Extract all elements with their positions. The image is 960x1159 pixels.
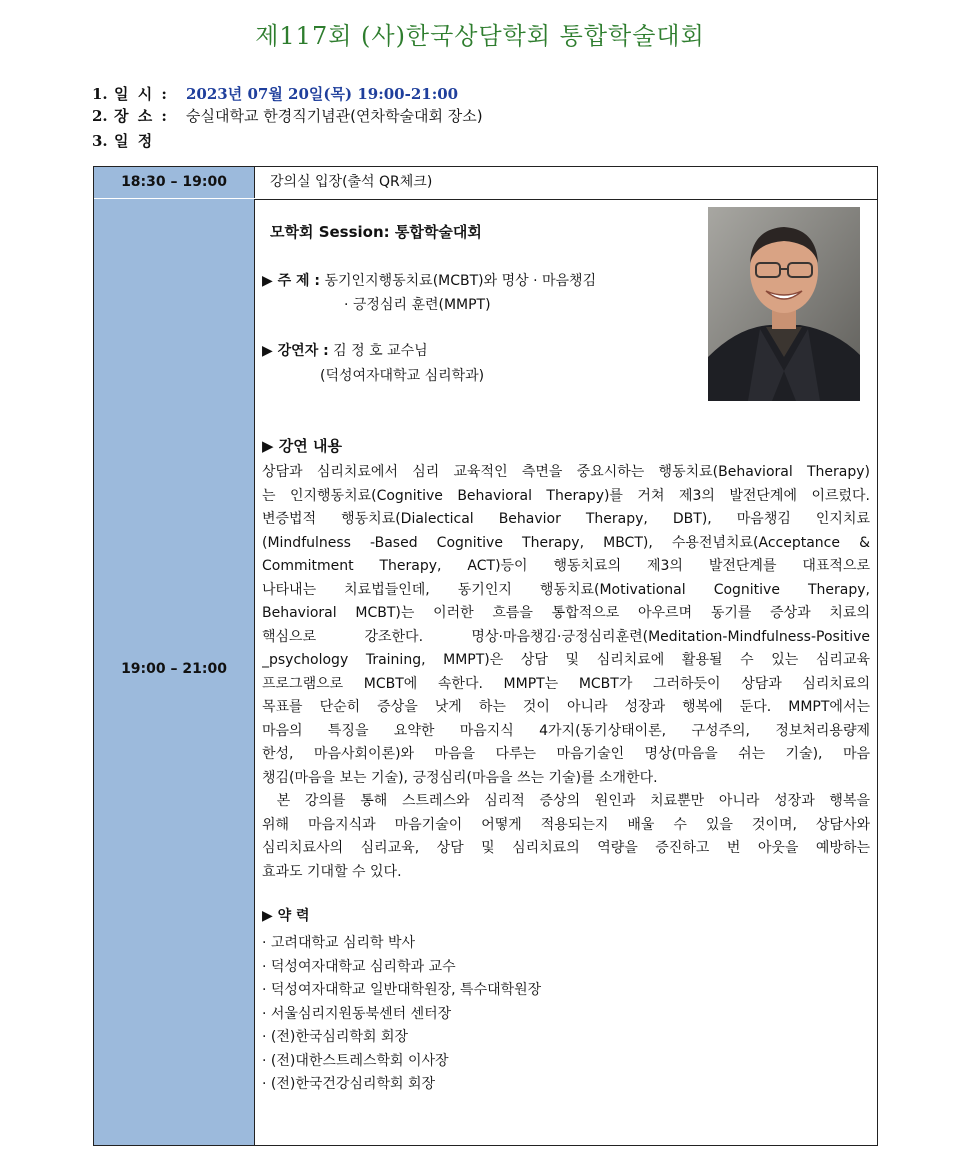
lecture-line: 한성, 마음사회이론)와 마음을 다루는 마음기술인 명상(마음을 쉬는 기술), 마음 — [262, 746, 870, 762]
info-num: 1. — [92, 85, 108, 103]
lecture-line: 챙김(마음을 보는 기술), 긍정심리(마음을 쓰는 기술)를 소개한다. — [262, 769, 658, 786]
speaker-photo — [708, 207, 860, 401]
row-text: 강의실 입장(출석 QR체크) — [270, 174, 433, 190]
list-item: · 덕성여자대학교 일반대학원장, 특수대학원장 — [262, 982, 542, 998]
lecture-line: (Mindfulness -Based Cognitive Therapy, MBCT), 수용전념치료(Acceptance & — [262, 534, 870, 551]
lecture-line: _psychology Training, MMPT)은 상담 및 심리치료에 활용될 수 있는 심리교육 — [262, 652, 870, 668]
lecture-line: 는 인지행동치료(Cognitive Behavioral Therapy)를 거쳐 제3의 발전단계에 이르렀다. — [262, 487, 870, 504]
list-item: · 고려대학교 심리학 박사 — [262, 935, 416, 951]
list-item: · 덕성여자대학교 심리학과 교수 — [262, 958, 456, 975]
speaker-name: 김 정 호 교수님 — [333, 343, 428, 359]
topic-label: ▶ 주 제 : — [262, 273, 321, 289]
topic — [262, 269, 596, 293]
time-label: 19:00 – 21:00 — [121, 661, 227, 677]
time-cell — [94, 199, 255, 1145]
list-item: · (전)대한스트레스학회 이사장 — [262, 1052, 449, 1069]
info-date-value: 2023년 07월 20일(목) 19:00-21:00 — [186, 85, 459, 103]
lecture-line: 변증법적 행동치료(Dialectical Behavior Therapy, DBT), 마음챙김 인지치료 — [262, 511, 870, 527]
lecture-line: 목표를 단순히 증상을 낫게 하는 것이 아니라 성장과 행복에 둔다. MMPT에서는 — [262, 699, 870, 715]
lecture-line: 나타내는 치료법들인데, 동기인지 행동치료(Motivational Cognitive Therapy, — [262, 581, 870, 598]
lecture-text — [262, 461, 870, 884]
time-cell: 18:30 – 19:00 — [94, 167, 255, 198]
lecture-line: 프로그램으로 MCBT에 속한다. MMPT는 MCBT가 그러하듯이 상담과 심리치료의 — [262, 675, 870, 692]
lecture-line: 심리치료사의 심리교육, 상담 및 심리치료의 역량을 증진하고 번 아웃을 예방하는 — [262, 840, 870, 856]
lecture-line: 상담과 심리치료에서 심리 교육적인 측면을 중요시하는 행동치료(Behavioral Therapy) — [262, 464, 870, 480]
page-title: 제117회 (사)한국상담학회 통합학술대회 — [255, 22, 705, 50]
info-num: 2. — [92, 107, 108, 125]
info-date — [92, 83, 458, 105]
speaker-label: ▶ 강연자 : — [262, 343, 329, 359]
info-schedule — [92, 130, 164, 152]
lecture-line: Commitment Therapy, ACT)등이 행동치료의 제3의 발전단계를 대표적으로 — [262, 558, 870, 574]
lecture-line: 효과도 기대할 수 있다. — [262, 863, 402, 880]
list-item: · 서울심리지원동북센터 센터장 — [262, 1005, 452, 1022]
lecture-line: 마음의 특징을 요약한 마음지식 4가지(동기상태이론, 구성주의, 정보처리용량제 — [262, 722, 870, 739]
session-title: 모학회 Session: 통합학술대회 — [270, 223, 482, 241]
list-item: · (전)한국건강심리학회 회장 — [262, 1076, 436, 1092]
lecture-line: 핵심으로 강조한다. 명상·마음챙김·긍정심리훈련(Meditation-Mindfulness-Positive — [262, 628, 870, 645]
lecture-line: Behavioral MCBT)는 이러한 흐름을 통합적으로 아우르며 동기를 증상과 치료의 — [262, 605, 870, 621]
lecture-line: 위해 마음지식과 마음기술이 어떻게 적용되는지 배울 수 있을 것이며, 상담사와 — [262, 816, 870, 833]
topic-text-cont: · 긍정심리 훈련(MMPT) — [344, 297, 491, 313]
topic-text: 동기인지행동치료(MCBT)와 명상 · 마음챙김 — [324, 273, 597, 289]
lecture-heading: ▶ 강연 내용 — [262, 437, 342, 455]
info-label: 일 정 — [114, 132, 155, 150]
career-list — [262, 932, 541, 1097]
table-row — [94, 167, 877, 200]
lecture-line: 본 강의를 통해 스트레스와 심리적 증상의 원인과 치료뿐만 아니라 성장과 행복을 — [262, 793, 870, 809]
info-num: 3. — [92, 132, 108, 150]
list-item: · (전)한국심리학회 회장 — [262, 1029, 408, 1045]
schedule-table — [93, 166, 878, 1146]
info-label: 장 소 : — [114, 107, 169, 125]
speaker — [262, 339, 428, 363]
info-venue-value: 숭실대학교 한경직기념관(연차학술대회 장소) — [186, 107, 483, 125]
speaker-affiliation: (덕성여자대학교 심리학과) — [320, 368, 485, 384]
career-heading: ▶ 약 력 — [262, 908, 310, 924]
info-venue — [92, 105, 483, 127]
info-label: 일 시 : — [114, 85, 169, 103]
